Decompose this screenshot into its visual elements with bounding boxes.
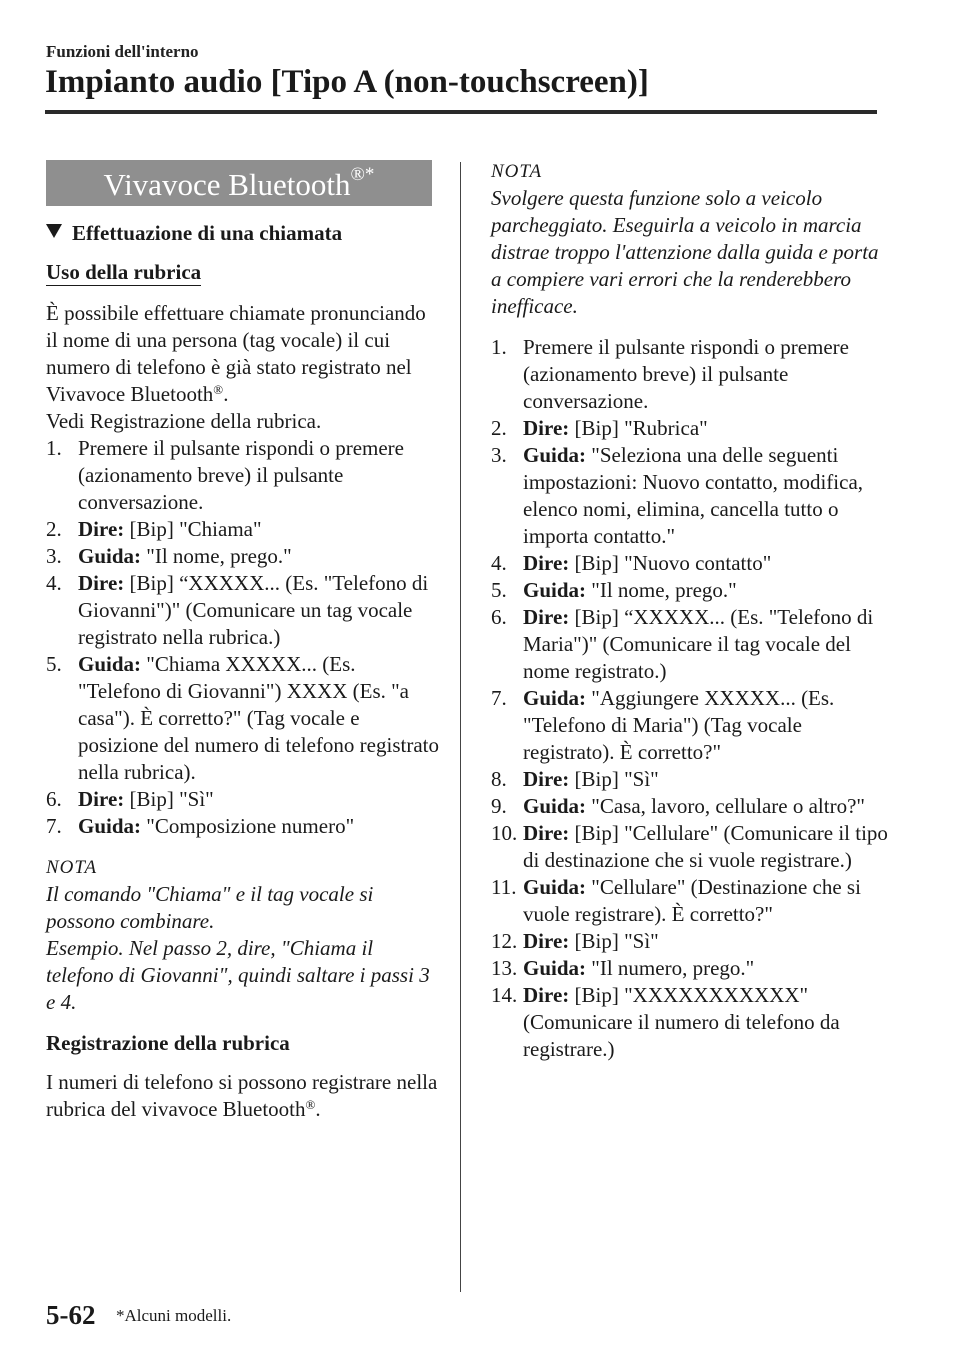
intro-period: . xyxy=(223,382,229,406)
step-text: [Bip] "XXXXXXXXXXX" (Comunicare il numero di telefono da registrare.) xyxy=(523,983,840,1061)
step-text: [Bip] "Sì" xyxy=(569,929,659,953)
step-number: 5. xyxy=(491,578,507,602)
step-number: 3. xyxy=(491,443,507,467)
step-label: Guida: xyxy=(78,814,142,838)
step-text: [Bip] "Chiama" xyxy=(124,517,262,541)
page-number: 5-62 xyxy=(46,1300,96,1330)
left-column xyxy=(46,160,442,1123)
step-number: 10. xyxy=(491,821,518,845)
step-item xyxy=(491,442,891,550)
step-text: Premere il pulsante rispondi o premere (azionamento breve) il pulsante conversazione. xyxy=(78,436,404,514)
step-text: "Il nome, prego." xyxy=(586,578,737,602)
step-number: 7. xyxy=(46,814,62,838)
registered-mark: ® xyxy=(213,382,224,397)
step-item xyxy=(46,651,442,786)
step-text: [Bip] "Sì" xyxy=(569,767,659,791)
step-label: Guida: xyxy=(523,956,587,980)
step-number: 8. xyxy=(491,767,507,791)
step-item xyxy=(491,334,891,415)
step-text: Premere il pulsante rispondi o premere (azionamento breve) il pulsante conversazione. xyxy=(523,335,849,413)
note-text: Svolgere questa funzione solo a veicolo parcheggiato. Eseguirla a veicolo in marcia distrae troppo l'attenzione dalla guida e porta a compiere vari errori che la renderebbero inefficace. xyxy=(491,186,879,318)
step-number: 4. xyxy=(491,551,507,575)
step-label: Guida: xyxy=(523,578,587,602)
step-number: 14. xyxy=(491,983,518,1007)
step-item xyxy=(491,685,891,766)
step-text: [Bip] “XXXXX... (Es. "Telefono di Giovanni")" (Comunicare un tag vocale registrato nella rubrica.) xyxy=(78,571,429,649)
page-title: Impianto audio [Tipo A (non-touchscreen)] xyxy=(45,64,649,100)
subsection-heading xyxy=(46,220,442,247)
section-label: Funzioni dell'interno xyxy=(46,42,199,61)
section-banner xyxy=(46,160,432,206)
step-number: 2. xyxy=(46,517,62,541)
step-text: [Bip] "Cellulare" (Comunicare il tipo di destinazione che si vuole registrare.) xyxy=(523,821,888,872)
step-item xyxy=(46,786,442,813)
step-text: "Il numero, prego." xyxy=(586,956,755,980)
registration-heading: Registrazione della rubrica xyxy=(46,1031,290,1055)
step-label: Guida: xyxy=(523,686,587,710)
step-number: 3. xyxy=(46,544,62,568)
step-item xyxy=(491,604,891,685)
banner-title: Vivavoce Bluetooth xyxy=(103,167,351,202)
step-item xyxy=(491,766,891,793)
step-label: Dire: xyxy=(523,983,570,1007)
step-text: [Bip] "Rubrica" xyxy=(569,416,708,440)
step-item xyxy=(46,435,442,516)
step-number: 6. xyxy=(491,605,507,629)
step-text: "Casa, lavoro, cellulare o altro?" xyxy=(586,794,865,818)
step-item xyxy=(491,793,891,820)
step-text: "Seleziona una delle seguenti impostazioni: Nuovo contatto, modifica, elenco nomi, elimina, cancella tutto o importa contatto." xyxy=(523,443,864,548)
step-number: 4. xyxy=(46,571,62,595)
step-item xyxy=(491,928,891,955)
intro-reference: Vedi Registrazione della rubrica. xyxy=(46,409,322,433)
step-label: Guida: xyxy=(78,652,142,676)
note-label: NOTA xyxy=(491,161,543,182)
step-label: Guida: xyxy=(523,794,587,818)
note-example: Esempio. Nel passo 2, dire, "Chiama il telefono di Giovanni", quindi saltare i passi 3 e 4. xyxy=(46,936,430,1014)
step-label: Dire: xyxy=(523,929,570,953)
step-item xyxy=(491,874,891,928)
topic-heading: Uso della rubrica xyxy=(46,260,202,284)
step-number: 1. xyxy=(491,335,507,359)
step-number: 5. xyxy=(46,652,62,676)
step-item xyxy=(491,550,891,577)
step-item xyxy=(491,820,891,874)
step-text: "Cellulare" (Destinazione che si vuole registrare). È corretto?" xyxy=(523,875,861,926)
step-number: 1. xyxy=(46,436,62,460)
step-number: 13. xyxy=(491,956,518,980)
step-label: Guida: xyxy=(78,544,142,568)
step-number: 11. xyxy=(491,875,517,899)
step-label: Guida: xyxy=(523,443,587,467)
step-text: [Bip] "Nuovo contatto" xyxy=(569,551,772,575)
intro-text: È possibile effettuare chiamate pronunciando il nome di una persona (tag vocale) il cui numero di telefono è già stato registrato nel Vivavoce Bluetooth xyxy=(46,301,426,406)
step-text: [Bip] "Sì" xyxy=(124,787,214,811)
footnote: *Alcuni modelli. xyxy=(116,1306,232,1325)
step-text: [Bip] “XXXXX... (Es. "Telefono di Maria")" (Comunicare il tag vocale del nome registrato.) xyxy=(523,605,874,683)
step-item xyxy=(491,577,891,604)
step-text: "Il nome, prego." xyxy=(141,544,292,568)
step-item xyxy=(46,516,442,543)
step-label: Dire: xyxy=(523,821,570,845)
step-number: 12. xyxy=(491,929,518,953)
registered-mark: ® xyxy=(305,1097,316,1112)
intro-paragraph xyxy=(46,300,442,435)
registration-text: I numeri di telefono si possono registrare nella rubrica del vivavoce Bluetooth xyxy=(46,1070,438,1121)
step-label: Dire: xyxy=(523,551,570,575)
step-number: 2. xyxy=(491,416,507,440)
step-label: Dire: xyxy=(523,767,570,791)
step-item xyxy=(491,415,891,442)
step-label: Dire: xyxy=(523,605,570,629)
note-label: NOTA xyxy=(46,857,98,878)
step-item xyxy=(46,813,442,840)
step-item xyxy=(46,570,442,651)
right-steps-list xyxy=(491,334,891,1063)
step-text: "Aggiungere XXXXX... (Es. "Telefono di Maria") (Tag vocale registrato). È corretto?" xyxy=(523,686,835,764)
step-item xyxy=(491,982,891,1063)
step-label: Dire: xyxy=(523,416,570,440)
left-steps-list xyxy=(46,435,442,840)
registration-period: . xyxy=(315,1097,321,1121)
header-rule xyxy=(45,110,877,114)
step-item xyxy=(46,543,442,570)
step-number: 7. xyxy=(491,686,507,710)
subsection-heading-text: Effettuazione di una chiamata xyxy=(72,221,343,245)
step-label: Dire: xyxy=(78,517,125,541)
note-text: Il comando "Chiama" e il tag vocale si possono combinare. xyxy=(46,882,374,933)
step-label: Dire: xyxy=(78,787,125,811)
banner-superscript: ®* xyxy=(350,164,375,185)
step-number: 9. xyxy=(491,794,507,818)
step-number: 6. xyxy=(46,787,62,811)
column-divider xyxy=(460,162,461,1292)
step-label: Guida: xyxy=(523,875,587,899)
triangle-bullet-icon xyxy=(46,224,62,238)
registration-paragraph xyxy=(46,1069,442,1123)
step-text: "Chiama XXXXX... (Es. "Telefono di Giovanni") XXXX (Es. "a casa"). È corretto?" (Tag vocale e posizione del numero di telefono registrato nella rubrica). xyxy=(78,652,439,784)
step-item xyxy=(491,955,891,982)
step-text: "Composizione numero" xyxy=(141,814,355,838)
step-label: Dire: xyxy=(78,571,125,595)
right-column xyxy=(491,158,891,1063)
